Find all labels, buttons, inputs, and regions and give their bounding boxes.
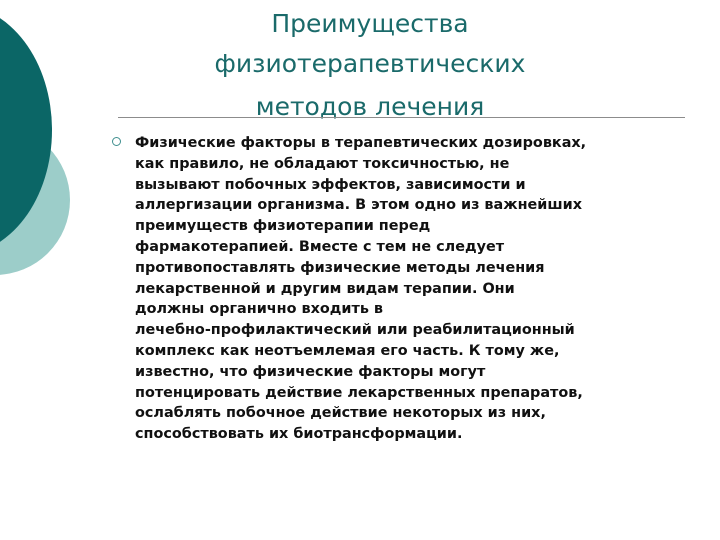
body-line: лечебно-профилактический или реабилитационный bbox=[135, 322, 575, 339]
body-line: фармакотерапией. Вместе с тем не следует bbox=[135, 238, 505, 255]
title-line-1: Преимущества bbox=[271, 9, 469, 38]
title-line-3: методов лечения bbox=[255, 92, 485, 121]
title-line-2: физиотерапевтических bbox=[214, 49, 526, 78]
hollow-circle-bullet-icon bbox=[112, 137, 121, 146]
body-line: как правило, не обладают токсичностью, не bbox=[135, 155, 510, 172]
body-line: способствовать их биотрансформации. bbox=[135, 426, 463, 443]
body-line: потенцировать действие лекарственных препаратов, bbox=[135, 384, 583, 401]
body-line: противопоставлять физические методы лечения bbox=[135, 259, 545, 276]
body-line: аллергизации организма. В этом одно из важнейших bbox=[135, 197, 583, 214]
body-line: комплекс как неотъемлемая его часть. К тому же, bbox=[135, 342, 560, 359]
body-line: должны органично входить в bbox=[135, 301, 384, 318]
bullet-text bbox=[135, 133, 695, 445]
body-line: вызывают побочных эффектов, зависимости и bbox=[135, 176, 526, 193]
body-line: преимуществ физиотерапии перед bbox=[135, 218, 431, 235]
body-line: ослаблять побочное действие некоторых из них, bbox=[135, 405, 546, 422]
slide-title bbox=[150, 4, 590, 127]
title-divider bbox=[118, 117, 685, 118]
body-line: лекарственной и другим видам терапии. Они bbox=[135, 280, 515, 297]
body-line: известно, что физические факторы могут bbox=[135, 363, 486, 380]
body-line: Физические факторы в терапевтических дозировках, bbox=[135, 135, 587, 151]
